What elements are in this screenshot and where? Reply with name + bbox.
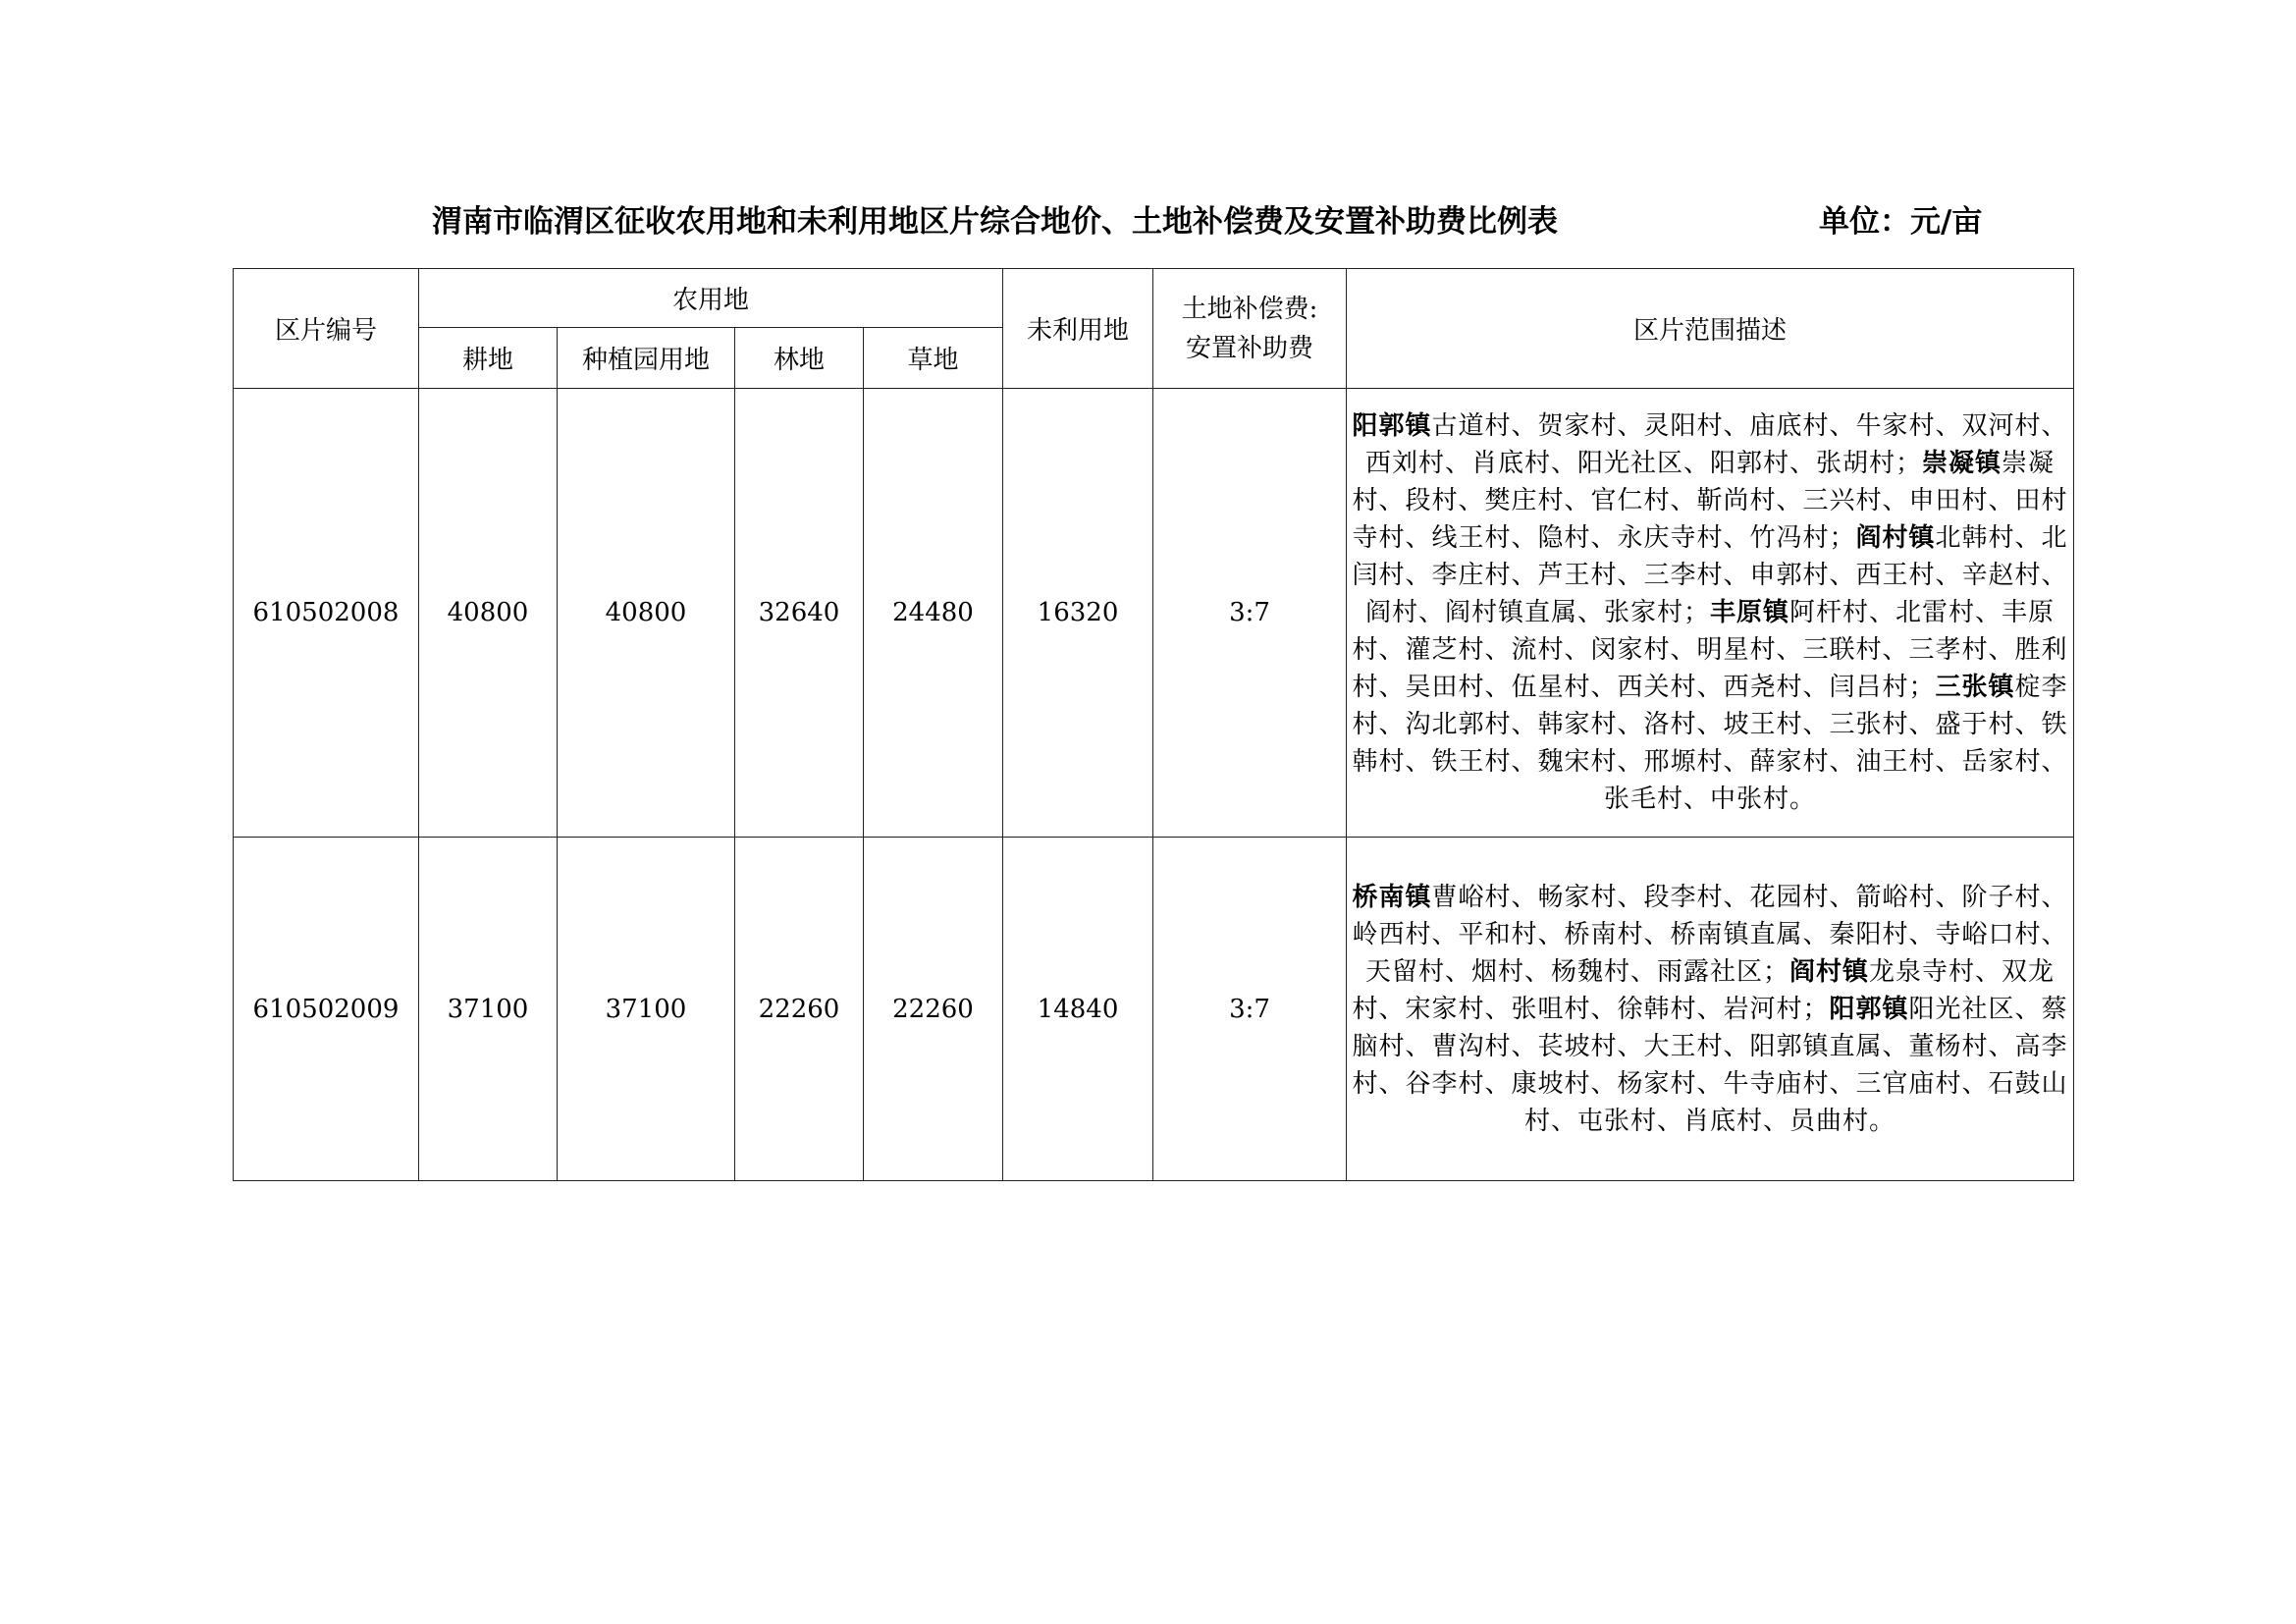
header-ratio: [1153, 269, 1347, 389]
title-row: [0, 196, 2296, 245]
town-name: 阎村镇: [1855, 523, 1936, 553]
village-list: 阿杆村、北雷村、丰原村、灌芝村、流村、闵家村、明星村、三联村、三孝村、胜利村、吴田村、伍星村、西关村、西尧村、闫吕村；: [1352, 598, 2068, 702]
cell-unused: 14840: [1003, 838, 1153, 1181]
page-title: 渭南市临渭区征收农用地和未利用地区片综合地价、土地补偿费及安置补助费比例表: [432, 204, 1558, 240]
header-farmland: 农用地: [419, 269, 1003, 328]
cell-arable: 37100: [419, 838, 558, 1181]
cell-plantation: 40800: [558, 389, 735, 838]
cell-forest: 22260: [735, 838, 864, 1181]
town-name: 丰原镇: [1710, 598, 1790, 627]
header-grass: 草地: [864, 328, 1003, 389]
town-name: 三张镇: [1935, 673, 2015, 702]
cell-forest: 32640: [735, 389, 864, 838]
town-name: 阳郭镇: [1352, 411, 1432, 441]
village-list: 北韩村、北闫村、李庄村、芦王村、三李村、申郭村、西王村、辛赵村、阎村、阎村镇直属、张家村；: [1352, 523, 2068, 627]
village-list: 阳光社区、蔡脑村、曹沟村、苌坡村、大王村、阳郭镇直属、董杨村、高李村、谷李村、康坡村、杨家村、牛寺庙村、三官庙村、石鼓山村、屯张村、肖底村、员曲村。: [1352, 994, 2068, 1136]
header-ratio-line2: 安置补助费: [1186, 333, 1314, 363]
cell-ratio: 3:7: [1153, 389, 1347, 838]
header-forest: 林地: [735, 328, 864, 389]
table-row: [234, 838, 2074, 1181]
cell-zone-code: 610502008: [234, 389, 419, 838]
village-list: 椗李村、沟北郭村、韩家村、洛村、坡王村、三张村、盛于村、铁韩村、铁王村、魏宋村、邢塬村、薛家村、油王村、岳家村、张毛村、中张村。: [1352, 673, 2068, 814]
cell-unused: 16320: [1003, 389, 1153, 838]
header-plantation: 种植园用地: [558, 328, 735, 389]
cell-description: [1347, 838, 2074, 1181]
unit-label: 单位：元/亩: [1819, 204, 1983, 240]
header-description: 区片范围描述: [1347, 269, 2074, 389]
village-list: 崇凝村、段村、樊庄村、官仁村、靳尚村、三兴村、申田村、田村寺村、线王村、隐村、永庆寺村、竹冯村；: [1352, 449, 2068, 553]
header-row-1: [234, 269, 2074, 328]
village-list: 曹峪村、畅家村、段李村、花园村、箭峪村、阶子村、岭西村、平和村、桥南村、桥南镇直属、秦阳村、寺峪口村、天留村、烟村、杨魏村、雨露社区；: [1352, 882, 2068, 987]
land-price-table: [233, 268, 2074, 1181]
cell-grass: 22260: [864, 838, 1003, 1181]
town-name: 阳郭镇: [1829, 994, 1909, 1024]
village-list: 古道村、贺家村、灵阳村、庙底村、牛家村、双河村、西刘村、肖底村、阳光社区、阳郭村、张胡村；: [1364, 411, 2068, 478]
header-ratio-line1: 土地补偿费:: [1181, 294, 1318, 324]
cell-description: [1347, 389, 2074, 838]
town-name: 桥南镇: [1352, 882, 1432, 912]
town-name: 崇凝镇: [1922, 449, 2002, 478]
header-unused: 未利用地: [1003, 269, 1153, 389]
header-arable: 耕地: [419, 328, 558, 389]
header-zone-code: 区片编号: [234, 269, 419, 389]
table-row: [234, 389, 2074, 838]
village-list: 龙泉寺村、双龙村、宋家村、张咀村、徐韩村、岩河村；: [1352, 956, 2056, 1024]
cell-grass: 24480: [864, 389, 1003, 838]
town-name: 阎村镇: [1789, 956, 1870, 987]
cell-plantation: 37100: [558, 838, 735, 1181]
cell-zone-code: 610502009: [234, 838, 419, 1181]
cell-ratio: 3:7: [1153, 838, 1347, 1181]
cell-arable: 40800: [419, 389, 558, 838]
